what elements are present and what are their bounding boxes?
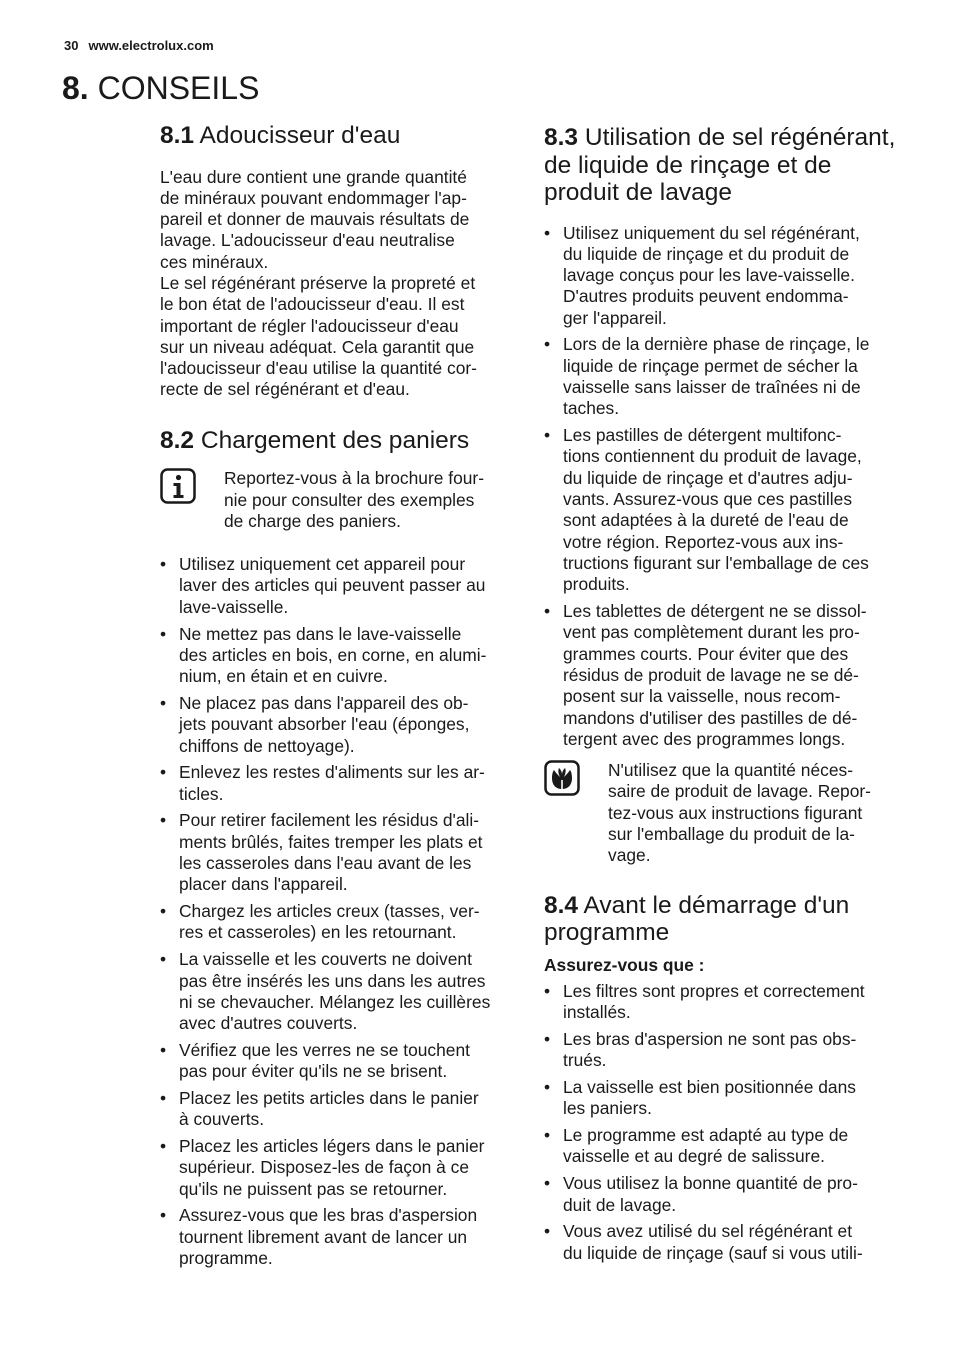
text-line: Vérifiez que les verres ne se touchent	[179, 1039, 470, 1060]
text-line: saire de produit de lavage. Repor-	[608, 781, 871, 802]
bullet-item	[160, 762, 520, 805]
text-line: Utilisez uniquement du sel régénérant,	[563, 222, 860, 243]
bullet-item	[544, 1173, 906, 1216]
text-line: résidus de produit de lavage ne se dé-	[563, 664, 859, 685]
section-number: 8.1	[160, 122, 195, 149]
text-line: les paniers.	[563, 1098, 652, 1119]
text-line: sur l'emballage du produit de la-	[608, 824, 855, 845]
text-line: vaisselle sans laisser de traînées ni de	[563, 377, 861, 398]
text-line: Assurez-vous que les bras d'aspersion	[179, 1205, 478, 1226]
text-line: laver des articles qui peuvent passer au	[179, 575, 486, 596]
heading-line: produit de lavage	[544, 179, 732, 206]
info-note-text	[224, 468, 520, 532]
text-line: Pour retirer facilement les résidus d'ali-	[179, 810, 480, 831]
bullet-item	[160, 1205, 520, 1269]
bullet-item	[544, 1029, 906, 1072]
text-line: vent pas complètement durant les pro-	[563, 622, 860, 643]
section-number: 8.3	[544, 124, 579, 151]
text-line: tructions figurant sur l'emballage de ces	[563, 552, 869, 573]
section-title: Adoucisseur d'eau	[199, 122, 401, 149]
bullet-item	[160, 810, 520, 895]
section-8-1-heading	[160, 122, 520, 150]
text-line: vage.	[608, 845, 651, 866]
text-line: des articles en bois, en corne, en alumi-	[179, 644, 487, 665]
text-line: de charge des paniers.	[224, 510, 401, 531]
text-line: pas pour éviter qu'ils ne se brisent.	[179, 1061, 448, 1082]
text-line: qu'ils ne puissent pas se retourner.	[179, 1178, 448, 1199]
section-8-4-heading	[544, 892, 906, 947]
text-line: lavage conçus pour les lave-vaisselle.	[563, 265, 855, 286]
text-line: Les filtres sont propres et correctement	[563, 980, 865, 1001]
section-title	[544, 124, 895, 206]
text-line: grammes courts. Pour éviter que des	[563, 643, 849, 664]
text-line: Reportez-vous à la brochure four-	[224, 468, 485, 489]
text-line: vaisselle et au degré de salissure.	[563, 1146, 825, 1167]
text-line: N'utilisez que la quantité néces-	[608, 760, 853, 781]
text-line: sont adaptées à la dureté de l'eau de	[563, 510, 849, 531]
loading-tips-list	[160, 554, 520, 1269]
bullet-item	[544, 1125, 906, 1168]
bullet-item	[544, 1077, 906, 1120]
text-line: important de régler l'adoucisseur d'eau	[160, 315, 459, 336]
text-line: Lors de la dernière phase de rinçage, le	[563, 334, 870, 355]
text-line: sur un niveau adéquat. Cela garantit que	[160, 336, 475, 357]
section-number: 8.2	[160, 426, 195, 454]
text-line: Les bras d'aspersion ne sont pas obs-	[563, 1029, 857, 1049]
text-line: placer dans l'appareil.	[179, 874, 348, 895]
heading-line: Avant le démarrage d'un	[583, 891, 850, 919]
text-line: le bon état de l'adoucisseur d'eau. Il est	[160, 294, 465, 315]
text-line: taches.	[563, 398, 620, 419]
chapter-title	[62, 66, 259, 110]
bullet-item	[544, 425, 906, 595]
heading-line: de liquide de rinçage et de	[544, 151, 832, 179]
text-line: trués.	[563, 1050, 607, 1071]
text-line: mandons d'utiliser des pastilles de dé-	[563, 707, 858, 728]
heading-line: programme	[544, 919, 670, 947]
bullet-item	[160, 1088, 520, 1131]
text-line: tergent avec des programmes longs.	[563, 728, 846, 749]
text-line: La vaisselle est bien positionnée dans	[563, 1077, 856, 1098]
text-line: liquide de rinçage permet de sécher la	[563, 355, 858, 376]
text-line: de minéraux pouvant endommager l'ap-	[160, 187, 467, 208]
bullet-item	[160, 949, 520, 1034]
text-line: installés.	[563, 1002, 631, 1023]
environment-note	[544, 760, 906, 866]
text-line: Ne mettez pas dans le lave-vaisselle	[179, 623, 462, 644]
text-line: lave-vaisselle.	[179, 596, 289, 617]
text-line: ger l'appareil.	[563, 307, 667, 328]
text-line: tournent librement avant de lancer un	[179, 1226, 468, 1247]
heading-line: Utilisation de sel régénérant,	[584, 124, 896, 151]
info-note	[160, 468, 520, 532]
section-number: 8.4	[544, 891, 579, 919]
text-line: pareil et donner de mauvais résultats de	[160, 209, 470, 230]
text-line: pas être insérés les uns dans les autres	[179, 970, 486, 991]
bullet-item	[160, 554, 520, 618]
page-header	[64, 38, 214, 53]
bullet-item	[160, 693, 520, 757]
bullet-item	[544, 223, 906, 329]
text-line: Le sel régénérant préserve la propreté et	[160, 272, 476, 293]
right-column	[544, 124, 906, 1269]
text-line: Utilisez uniquement cet appareil pour	[179, 554, 466, 575]
text-line: Placez les petits articles dans le panier	[179, 1087, 479, 1108]
text-line: ces minéraux.	[160, 251, 269, 272]
section-8-1-paragraph-2	[160, 273, 520, 401]
text-line: avec d'autres couverts.	[179, 1013, 358, 1034]
text-line: Les pastilles de détergent multifonc-	[563, 425, 842, 446]
text-line: jets pouvant absorber l'eau (éponges,	[179, 714, 470, 735]
info-icon-wrap	[160, 468, 224, 504]
bullet-item	[160, 1040, 520, 1083]
text-line: Placez les articles légers dans le panier	[179, 1136, 485, 1157]
bullet-item	[544, 1221, 906, 1264]
text-line: duit de lavage.	[563, 1194, 677, 1215]
text-line: chiffons de nettoyage).	[179, 735, 355, 756]
bullet-item	[160, 624, 520, 688]
text-line: lavage. L'adoucisseur d'eau neutralise	[160, 230, 455, 251]
text-line: programme.	[179, 1248, 273, 1269]
chapter-name: CONSEILS	[97, 70, 260, 106]
bullet-item	[160, 1136, 520, 1200]
bullet-item	[544, 334, 906, 419]
text-line: res et casseroles) en les retournant.	[179, 922, 457, 943]
text-line: L'eau dure contient une grande quantité	[160, 166, 467, 187]
text-line: La vaisselle et les couverts ne doivent	[179, 949, 472, 970]
text-line: du liquide de rinçage (sauf si vous utili-	[563, 1242, 863, 1263]
text-line: supérieur. Disposez-les de façon à ce	[179, 1157, 470, 1178]
section-8-1-paragraph-1	[160, 167, 520, 273]
text-line: ments brûlés, faites tremper les plats et	[179, 831, 483, 852]
section-title	[544, 892, 849, 947]
text-line: Chargez les articles creux (tasses, ver-	[179, 901, 480, 922]
detergent-tips-list	[544, 223, 906, 751]
section-8-2-heading	[160, 427, 520, 455]
text-line: du liquide de rinçage et du produit de	[563, 243, 850, 264]
text-line: votre région. Reportez-vous aux ins-	[563, 531, 844, 552]
text-line: produits.	[563, 574, 630, 595]
bullet-item	[160, 901, 520, 944]
text-line: tions contiennent du produit de lavage,	[563, 446, 862, 467]
text-line: Vous avez utilisé du sel régénérant et	[563, 1221, 853, 1242]
text-line: l'adoucisseur d'eau utilise la quantité cor-	[160, 358, 477, 379]
text-line: Ne placez pas dans l'appareil des ob-	[179, 692, 469, 713]
text-line: les casseroles dans l'eau avant de les	[179, 853, 472, 874]
text-line: ticles.	[179, 783, 224, 804]
pre-start-checklist	[544, 981, 906, 1264]
text-line: nie pour consulter des exemples	[224, 489, 475, 510]
bullet-item	[544, 601, 906, 750]
text-line: nium, en étain et en cuivre.	[179, 666, 388, 687]
text-line: ni se chevaucher. Mélangez les cuillères	[179, 991, 491, 1012]
text-line: vants. Assurez-vous que ces pastilles	[563, 489, 853, 510]
left-column	[160, 122, 520, 1275]
page-number: 30	[64, 38, 79, 53]
text-line: à couverts.	[179, 1109, 265, 1130]
text-line: Enlevez les restes d'aliments sur les ar-	[179, 762, 485, 783]
chapter-number: 8.	[62, 70, 89, 106]
info-icon	[160, 468, 196, 504]
checklist-subheading: Assurez-vous que :	[544, 954, 705, 975]
bullet-item	[544, 981, 906, 1024]
environment-note-text	[608, 760, 906, 866]
website-url: www.electrolux.com	[88, 38, 214, 53]
text-line: du liquide de rinçage et d'autres adju-	[563, 467, 853, 488]
text-line: D'autres produits peuvent endomma-	[563, 286, 849, 307]
section-8-3-heading	[544, 124, 906, 207]
text-line: Les tablettes de détergent ne se dissol-	[563, 601, 867, 622]
text-line: tez-vous aux instructions figurant	[608, 802, 863, 823]
environment-icon	[544, 760, 580, 796]
text-line: recte de sel régénérant et d'eau.	[160, 379, 410, 400]
section-title: Chargement des paniers	[200, 426, 470, 454]
text-line: Le programme est adapté au type de	[563, 1125, 849, 1146]
environment-icon-wrap	[544, 760, 608, 796]
text-line: posent sur la vaisselle, nous recom-	[563, 686, 841, 707]
text-line: Vous utilisez la bonne quantité de pro-	[563, 1173, 858, 1194]
